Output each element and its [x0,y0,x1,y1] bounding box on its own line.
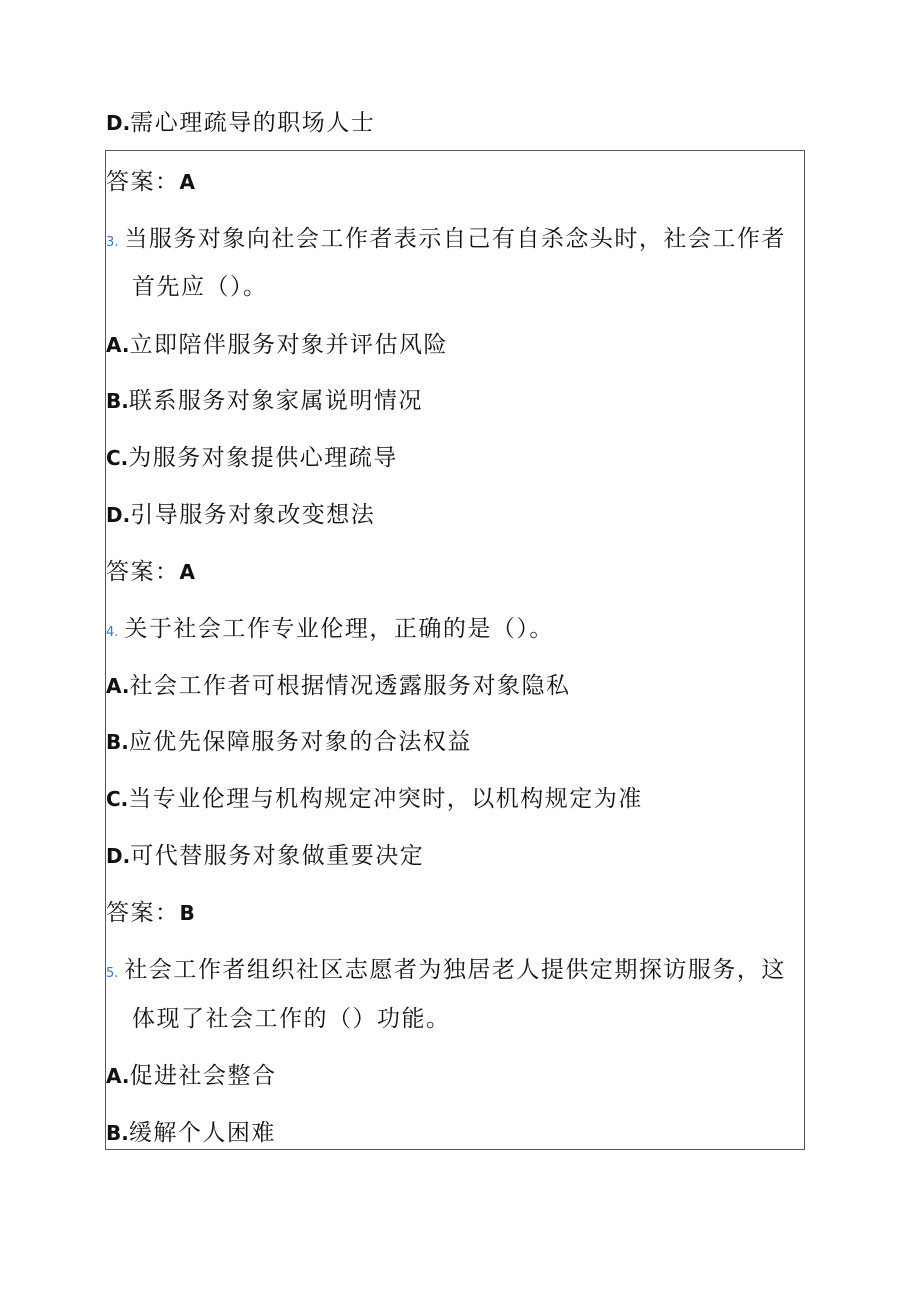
question-3: 3. 当服务对象向社会工作者表示自己有自杀念头时，社会工作者 [106,226,786,252]
answer-q2: 答案：A [106,169,195,195]
question-5-cont: 体现了社会工作的（）功能。 [132,1006,451,1032]
option-b-q4: B.应优先保障服务对象的合法权益 [106,729,472,755]
question-4: 4. 关于社会工作专业伦理，正确的是（）。 [106,616,554,642]
option-d-q4: D.可代替服务对象做重要决定 [106,843,425,869]
option-c-q3: C.为服务对象提供心理疏导 [106,445,398,471]
question-3-cont: 首先应（）。 [132,274,268,300]
question-5: 5. 社会工作者组织社区志愿者为独居老人提供定期探访服务，这 [106,957,786,983]
option-b-q5: B.缓解个人困难 [106,1120,276,1146]
option-d-q3: D.引导服务对象改变想法 [106,502,376,528]
answer-q3: 答案：A [106,559,195,585]
option-a-q4: A.社会工作者可根据情况透露服务对象隐私 [106,673,571,699]
option-b-q3: B.联系服务对象家属说明情况 [106,388,423,414]
option-a-q5: A.促进社会整合 [106,1063,277,1089]
option-d-q2: D.需心理疏导的职场人士 [106,110,376,136]
option-c-q4: C.当专业伦理与机构规定冲突时，以机构规定为准 [106,786,643,812]
option-a-q3: A.立即陪伴服务对象并评估风险 [106,332,448,358]
answer-q4: 答案：B [106,900,195,926]
